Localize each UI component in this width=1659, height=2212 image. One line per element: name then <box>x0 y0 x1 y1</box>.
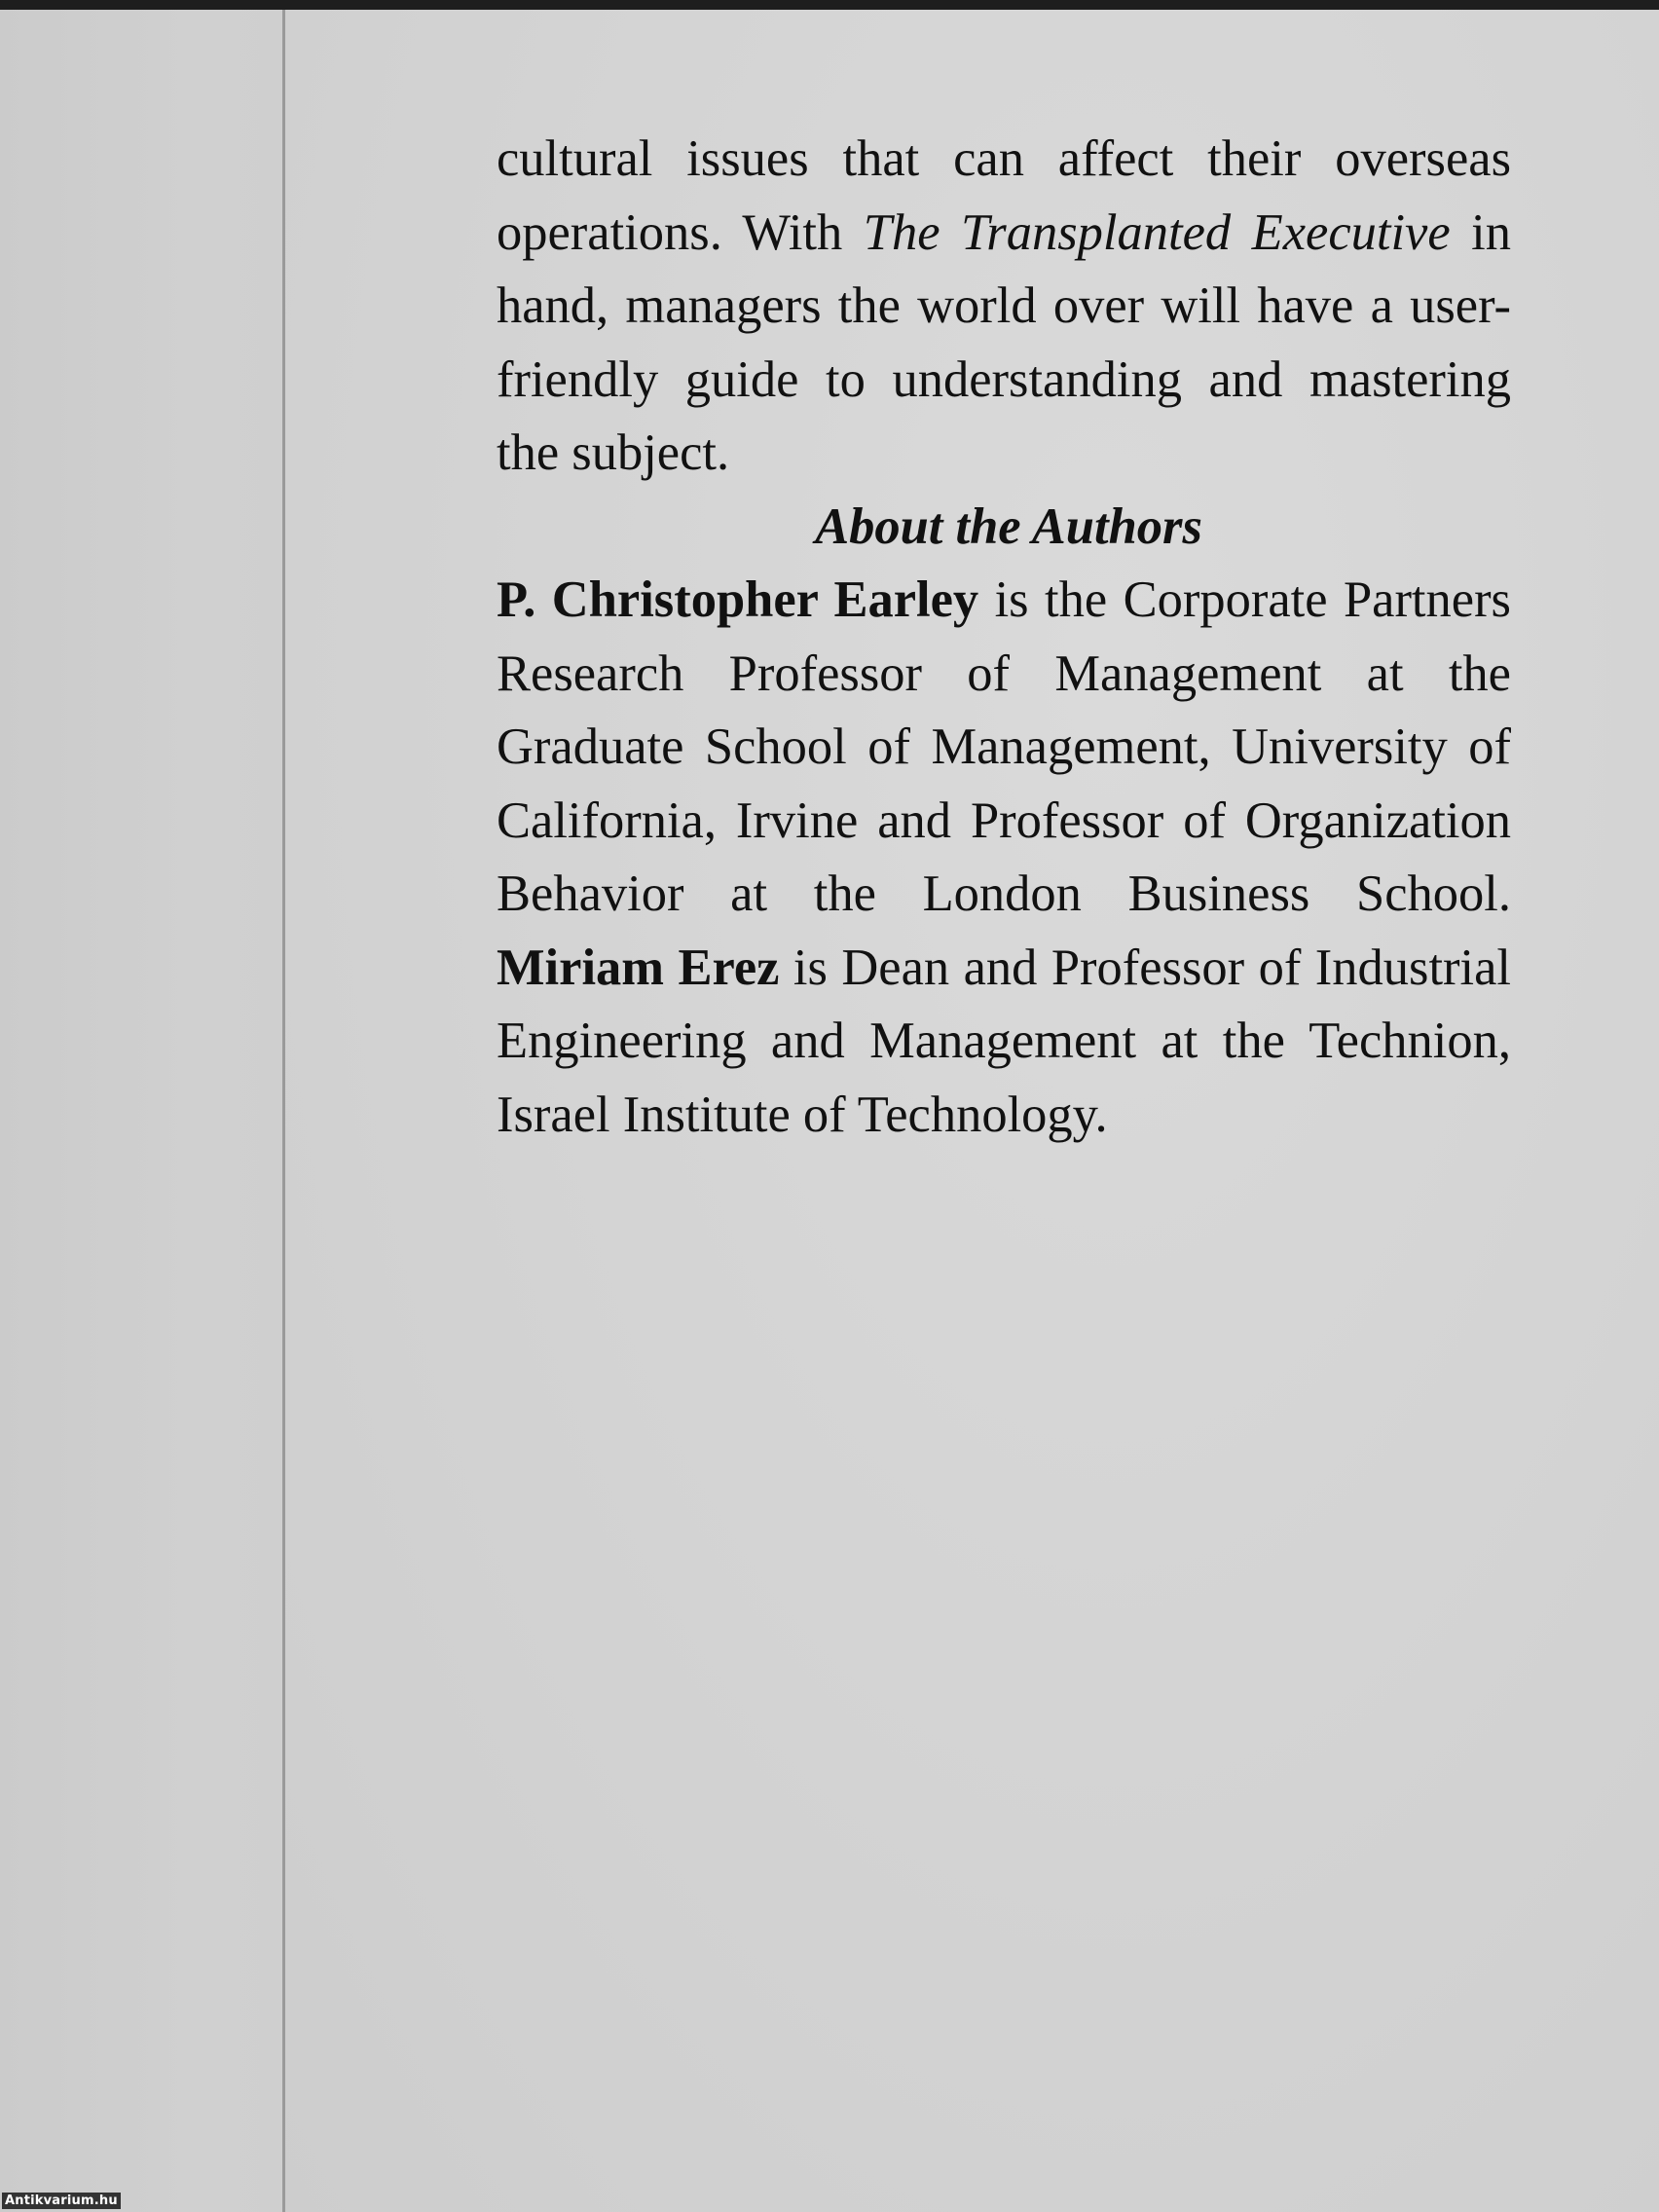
author1-bio: is the Corporate Partners Research Professor of Management at the Graduate School of Management, University of California, Irvine and Professor of Organization Behavior at the London Business School. <box>497 571 1511 922</box>
intro-paragraph <box>497 123 1511 491</box>
watermark: Antikvarium.hu <box>2 2193 121 2209</box>
book-title: The Transplanted Executive <box>863 203 1451 261</box>
author2-bio: is Dean and Professor of Industrial Engineering and Management at the Technion, Israel Institute of Technology. <box>497 939 1511 1143</box>
left-flap <box>0 10 282 2212</box>
top-edge <box>0 0 1659 10</box>
intro-text-before: cultural issues that can affect their overseas operations. With <box>497 130 1511 261</box>
about-heading: About the Authors <box>815 498 1202 555</box>
author2-name: Miriam Erez <box>497 939 780 996</box>
authors-bio-paragraph <box>497 564 1511 1152</box>
page-content <box>497 123 1511 1152</box>
intro-text-after: in hand, managers the world over will have a user-friendly guide to understanding and mastering the subject. <box>497 203 1511 481</box>
author1-name: P. Christopher Earley <box>497 571 979 628</box>
